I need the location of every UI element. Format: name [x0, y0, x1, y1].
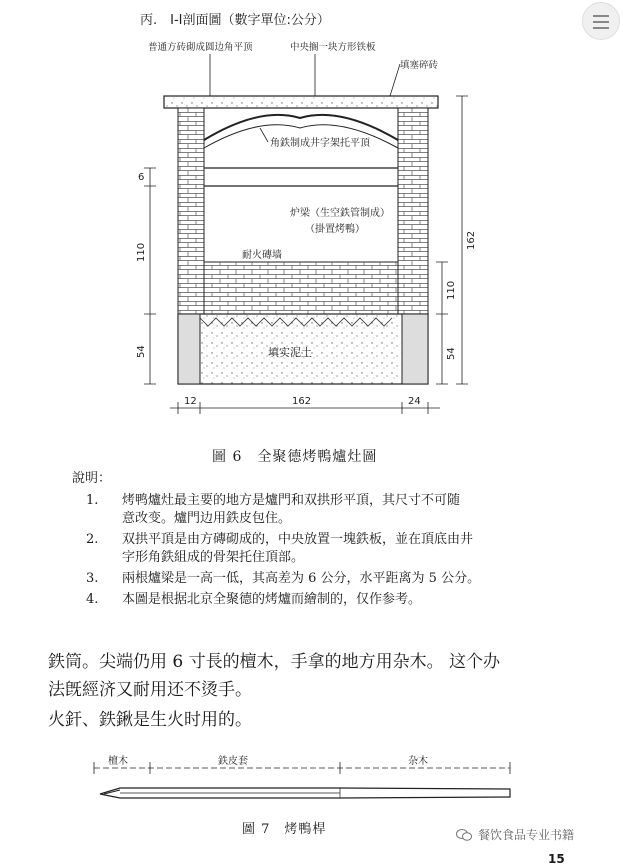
dim-left-top: 6	[138, 172, 145, 183]
body-line-1: 鉄筒。尖端仍用 6 寸長的檀木，手拿的地方用杂木。 这个办	[48, 652, 501, 672]
label-top-right: 填塞碎砖	[400, 60, 439, 71]
note-number: 4.	[86, 592, 99, 607]
note-item	[72, 591, 542, 609]
rod-label-mid: 鉄皮套	[218, 756, 248, 767]
label-top-mid: 中央搁一块方形铁板	[290, 42, 376, 53]
note-text	[122, 570, 542, 588]
dim-bottom-left: 12	[184, 396, 197, 407]
note-item	[72, 531, 542, 567]
label-angle-iron: 角鉄制成井字架托平頂	[270, 138, 370, 149]
note-number: 1.	[86, 493, 99, 508]
figure-6-oven-section	[100, 0, 480, 440]
watermark	[456, 826, 574, 843]
note-line-1: 双拱平頂是由方磚砌成的，中央放置一塊鉄板，並在頂底由井	[122, 532, 474, 547]
dim-bottom-right: 24	[408, 396, 421, 407]
left-brick-wall	[178, 108, 204, 314]
note-line-1: 烤鸭爐灶最主要的地方是爐門和双拱形平頂，其尺寸不可随	[122, 493, 461, 508]
note-number: 3.	[86, 571, 99, 586]
watermark-text: 餐饮食品专业书籍	[478, 828, 575, 842]
figure-7-caption: 圖 7 烤鴨桿	[242, 822, 327, 837]
note-item	[72, 570, 542, 588]
menu-button[interactable]	[582, 2, 620, 40]
label-beam-1: 炉梁（生空鉄管制成）	[290, 208, 390, 219]
firebrick-wall	[204, 262, 398, 314]
note-line-1: 兩根爐梁是一高一低，其高差为 6 公分，水平距离为 5 公分。	[122, 571, 481, 586]
wechat-icon	[456, 829, 472, 841]
label-firebrick: 耐火磚墙	[242, 250, 282, 261]
body-line-2: 法旣經济又耐用还不烫手。	[48, 680, 252, 700]
label-top-left: 普通方砖砌成圆边角平顶	[148, 42, 253, 53]
dim-right-110: 110	[446, 280, 457, 300]
dim-right-54: 54	[446, 347, 457, 360]
leader-lines-top	[210, 54, 400, 96]
note-line-2: 意改变。爐門边用鉄皮包住。	[122, 511, 292, 526]
figure-6-caption: 圖 6 全聚德烤鴨爐灶圖	[212, 449, 378, 465]
rod-label-right: 杂木	[408, 756, 428, 767]
note-text	[122, 492, 542, 528]
top-slab	[164, 96, 438, 108]
note-text	[122, 591, 542, 609]
body-line-3: 火釬、鉄鍬是生火时用的。	[48, 710, 252, 730]
note-number: 2.	[86, 532, 99, 547]
notes-section	[72, 470, 542, 612]
dim-left-mid: 110	[136, 242, 147, 262]
figure-7-roasting-rod	[90, 752, 530, 812]
label-beam-2: （掛置烤鴨）	[305, 224, 365, 235]
right-brick-wall	[398, 108, 428, 314]
figure-header: 丙. I-I剖面圖（數字單位:公分）	[140, 13, 330, 28]
note-line-1: 本圖是根据北京全聚德的烤爐而繪制的，仅作参考。	[122, 592, 422, 607]
dim-left-bot: 54	[136, 345, 147, 358]
dim-bottom-mid: 162	[292, 396, 312, 407]
note-item	[72, 492, 542, 528]
dim-right-162: 162	[466, 230, 477, 250]
page-number: 15	[548, 852, 565, 866]
note-text	[122, 531, 542, 567]
label-fill: 填实泥土	[268, 346, 312, 359]
note-line-2: 字形角鉄組成的骨架托住頂部。	[122, 550, 305, 565]
notes-title: 說明：	[72, 471, 112, 486]
notes-list	[72, 492, 542, 609]
rod-label-left: 檀木	[108, 756, 128, 767]
menu-icon	[593, 15, 609, 17]
